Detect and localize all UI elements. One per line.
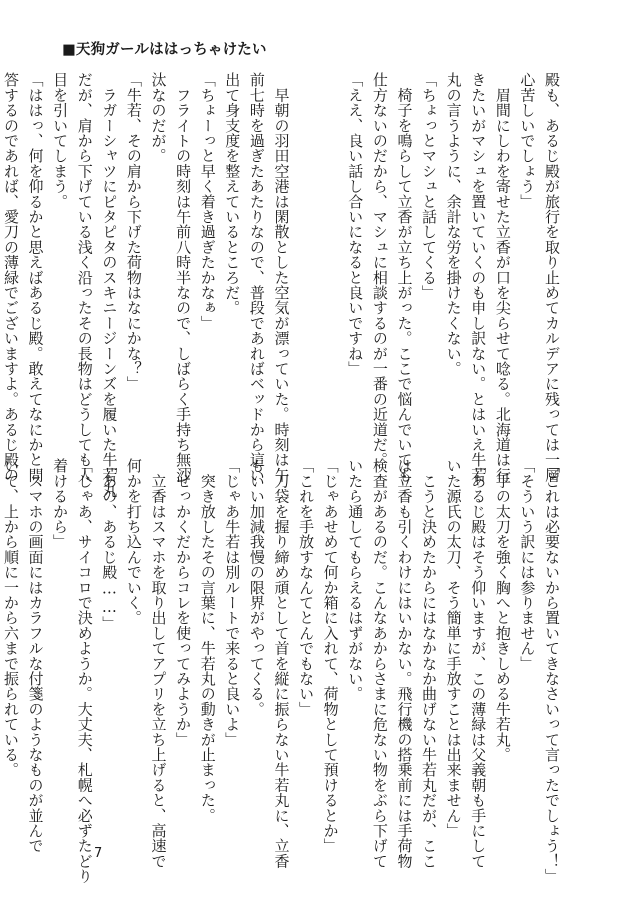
text-column: 「これは必要ないから置いてきなさいって言ったでしょう！」: [543, 458, 561, 884]
text-column: 答するのであれば、愛刀の薄緑でございますよ。あるじ殿の: [1, 72, 20, 483]
text-column: 「ちょーっと早く着き過ぎたかなぁ」: [198, 72, 217, 331]
text-column: 検査があるのだ。こんなあからさまに危ない物をぶら下げて: [370, 458, 389, 869]
text-column: 「そういう訳には参りません」: [518, 458, 537, 671]
text-column: 「あの、あるじ殿……」: [100, 458, 119, 632]
text-column: こうと決めたからにはなかなか曲げない牛若丸だが、ここ: [420, 458, 439, 869]
text-column: 「ちょっとマシュと話してくる」: [420, 72, 439, 300]
text-column: 汰なのだが。: [149, 72, 168, 164]
lower-text-block: [1, 458, 564, 884]
text-column: 「牛若、その肩から下げた荷物はなにかな？」: [124, 72, 143, 392]
text-column: 「これを手放すなんてとんでもない」: [297, 458, 316, 717]
text-column: [293, 72, 318, 424]
text-column: いた源氏の太刀、そう簡単に手放すことは出来ません」: [444, 458, 463, 838]
text-column: 「ははっ、何を仰るかと思えばあるじ殿。敢えてなにかと問: [26, 72, 45, 483]
page-number: 7: [94, 846, 103, 861]
text-column: ラガーシャツにピタピタのスキニージーンズを履いた牛若丸: [100, 72, 119, 498]
text-column: だが、肩から下げている浅く沿ったその長物はどうしても人: [75, 72, 94, 483]
text-column: 突き放したその言葉に、牛若丸の動きが止まった。: [198, 458, 217, 823]
text-column: [318, 72, 343, 424]
text-column: 「じゃあせめて何か箱に入れて、荷物として預けるとか」: [321, 458, 340, 854]
text-column: 前七時を過ぎたあたりなので、普段であればベッドから這い: [247, 72, 266, 483]
text-column: 目を引いてしまう。: [51, 72, 70, 209]
text-column: もいい加減我慢の限界がやってくる。: [247, 458, 266, 717]
text-column: 椅子を鳴らして立香が立ち上がった。ここで悩んでいても: [395, 72, 414, 483]
text-column: 「じゃあ、サイコロで決めようか。大丈夫、札幌へ必ずたどり: [75, 458, 94, 884]
text-column: 手の太刀を強く胸へと抱きしめる牛若丸。: [493, 458, 512, 762]
text-column: 心苦しいでしょう」: [518, 72, 537, 209]
text-column: 「じゃあ牛若は別ルートで来ると良いよ」: [223, 458, 242, 747]
text-column: 何かを打ち込んでいく。: [124, 458, 143, 626]
text-column: きたいがマシュを置いていくのも申し訳ない。とはいえ牛若: [469, 72, 488, 483]
text-column: 眉間にしわを寄せた立香が口を尖らせて唸る。北海道は行: [493, 72, 512, 483]
text-column: 「あるじ殿はそう仰いますが、この薄緑は父義朝も手にして: [469, 458, 488, 869]
text-column: 仕方ないのだから、マシュに相談するのが一番の近道だ。: [370, 72, 389, 468]
text-column: 立香はスマホを取り出してアプリを立ち上げると、高速で: [149, 458, 168, 869]
text-column: いて、上から順に一から六まで振られている。: [1, 458, 20, 778]
text-column: フライトの時刻は午前八時半なので、しばらく手持ち無沙: [174, 72, 193, 483]
text-column: は立香も引くわけにはいかない。飛行機の搭乗前には手荷物: [395, 458, 414, 869]
text-column: スマホの画面にはカラフルな付箋のようなものが並んで: [26, 458, 45, 854]
text-column: 「ええ、良い話し合いになると良いですね」: [346, 72, 365, 376]
text-column: 刀袋を握り締め頑として首を縦に振らない牛若丸に、立香: [272, 458, 291, 869]
upper-text-block: [1, 72, 564, 498]
text-column: 「せっかくだからコレを使ってみようか」: [174, 458, 193, 747]
text-column: いたら通してもらえるはずがない。: [346, 458, 365, 702]
text-column: 殿も、あるじ殿が旅行を取り止めてカルデアに残っては一層: [543, 72, 561, 483]
text-column: 丸の言うように、余計な労を掛けたくない。: [444, 72, 463, 376]
text-column: 着けるから」: [51, 458, 70, 550]
page-title: ■天狗ガールははっちゃけたい: [62, 41, 267, 58]
text-column: 出て身支度を整えているところだ。: [223, 72, 242, 316]
text-column: 早朝の羽田空港は閑散とした空気が漂っていた。時刻は午: [272, 72, 291, 483]
